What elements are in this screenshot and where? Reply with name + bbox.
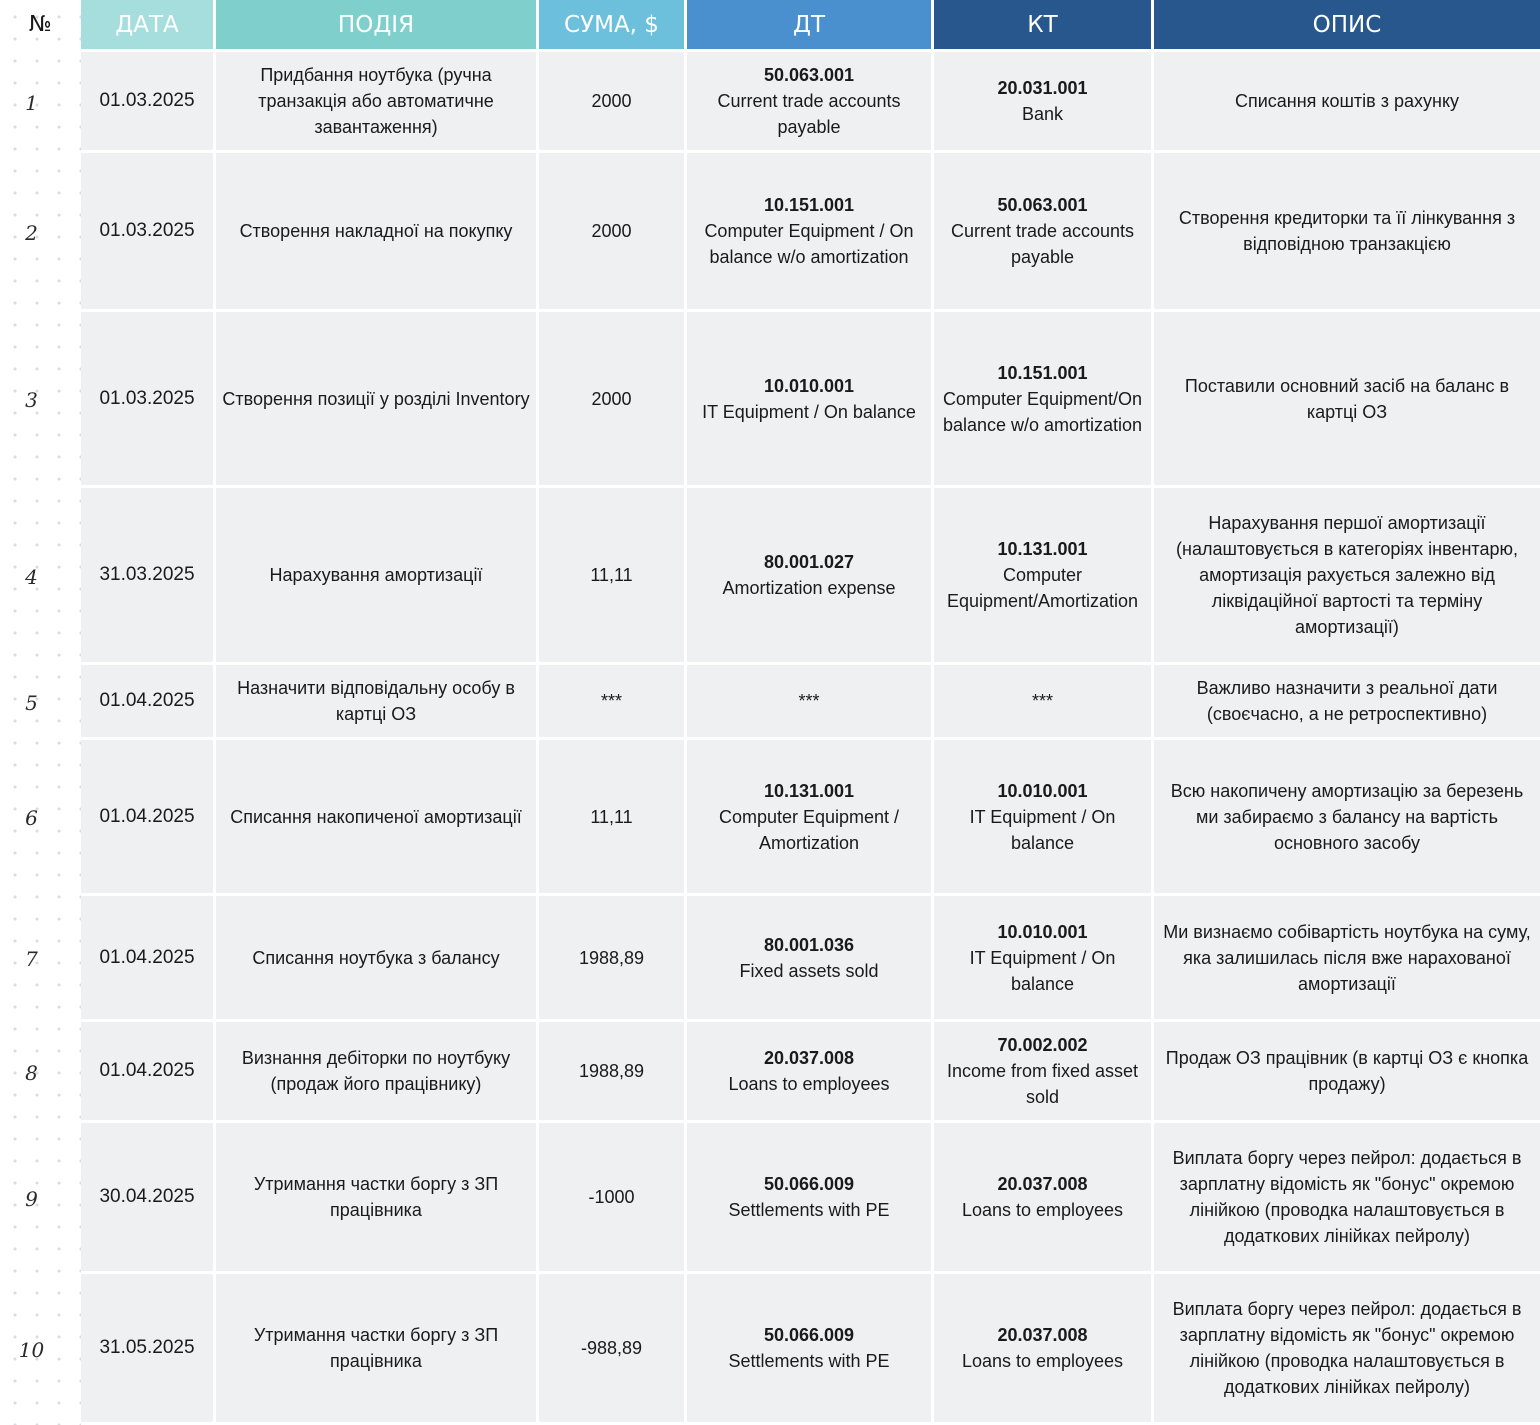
credit-account-code: 10.010.001: [997, 780, 1088, 801]
row-number: 1: [25, 90, 38, 115]
credit-account-name: Income from fixed asset sold: [946, 1061, 1139, 1107]
credit-account-code: 10.131.001: [997, 539, 1088, 559]
event-cell: Списання ноутбука з балансу: [216, 896, 539, 1022]
row-number: 6: [25, 806, 38, 830]
row-number: 10: [18, 1337, 45, 1362]
event-cell: Списання накопиченої амортизації: [216, 740, 539, 896]
header-credit: КТ: [934, 0, 1154, 52]
sum-cell: -1000: [539, 1123, 687, 1274]
header-num: №: [0, 0, 81, 52]
row-number: 7: [25, 947, 38, 971]
row-number: 2: [25, 220, 38, 245]
debit-account-code: 50.063.001: [763, 65, 855, 85]
credit-account-code: 50.063.001: [997, 195, 1088, 215]
table-row: [0, 153, 1540, 312]
debit-cell: [687, 665, 934, 740]
table-row: [0, 740, 1540, 896]
debit-account-code: 20.037.008: [763, 1048, 855, 1068]
table-row: [0, 1022, 1540, 1123]
row-number: 5: [25, 690, 38, 715]
description-cell: Створення кредиторки та її лінкування з відповідною транзакцією: [1154, 153, 1540, 312]
credit-cell: [934, 312, 1154, 488]
credit-cell: [934, 1022, 1154, 1123]
sum-cell: ***: [539, 665, 687, 740]
event-cell: Створення позиції у розділі Inventory: [216, 312, 539, 488]
credit-cell: [934, 665, 1154, 740]
row-number: 8: [25, 1060, 38, 1085]
credit-account-name: Current trade accounts payable: [950, 221, 1135, 267]
credit-account-name: IT Equipment / On balance: [969, 947, 1116, 994]
debit-account-code: 80.001.036: [763, 934, 855, 955]
credit-account-name: Computer Equipment/On balance w/o amortization: [942, 388, 1143, 435]
header-event: ПОДІЯ: [216, 0, 539, 52]
debit-cell: [687, 1123, 934, 1274]
sum-cell: 2000: [539, 312, 687, 488]
description-cell: Виплата боргу через пейрол: додається в зарплатну відомість як "бонус" окремою лінійкою (проводка налаштовується в додаткових лінійках пейролу): [1154, 1274, 1540, 1425]
date-cell: 01.03.2025: [81, 153, 216, 312]
credit-account-name: Loans to employees: [961, 1351, 1124, 1371]
credit-account-name: Loans to employees: [961, 1200, 1124, 1220]
credit-cell: [934, 153, 1154, 312]
credit-cell: [934, 52, 1154, 153]
debit-account-name: Current trade accounts payable: [717, 91, 901, 137]
event-cell: Визнання дебіторки по ноутбуку (продаж його працівнику): [216, 1022, 539, 1123]
row-number: 3: [25, 388, 38, 412]
sum-cell: 11,11: [539, 740, 687, 896]
date-cell: 01.04.2025: [81, 896, 216, 1022]
debit-account-code: 10.131.001: [763, 780, 855, 801]
header-row: [0, 0, 1540, 52]
credit-account-code: 10.151.001: [997, 362, 1088, 383]
event-cell: Створення накладної на покупку: [216, 153, 539, 312]
header-description: ОПИС: [1154, 0, 1540, 52]
table-row: [0, 665, 1540, 740]
description-cell: Всю накопичену амортизацію за березень ми забираємо з балансу на вартість основного засобу: [1154, 740, 1540, 896]
event-cell: Утримання частки боргу з ЗП працівника: [216, 1123, 539, 1274]
debit-cell: [687, 1274, 934, 1425]
table-row: [0, 896, 1540, 1022]
table-row: [0, 1123, 1540, 1274]
credit-cell: [934, 488, 1154, 665]
row-number: 9: [25, 1186, 38, 1211]
debit-account-name: ***: [798, 691, 820, 711]
debit-account-code: 50.066.009: [763, 1174, 855, 1194]
debit-cell: [687, 740, 934, 896]
debit-account-code: 80.001.027: [763, 552, 855, 572]
debit-cell: [687, 52, 934, 153]
debit-account-name: Settlements with PE: [728, 1200, 890, 1220]
header-date: ДАТА: [81, 0, 216, 52]
header-debit: ДТ: [687, 0, 934, 52]
debit-cell: [687, 488, 934, 665]
debit-account-name: Settlements with PE: [728, 1351, 890, 1371]
sum-cell: 11,11: [539, 488, 687, 665]
debit-account-code: 10.151.001: [763, 195, 855, 215]
debit-account-name: Computer Equipment / On balance w/o amortization: [704, 221, 914, 267]
debit-account-code: 10.010.001: [763, 375, 855, 396]
credit-account-code: 20.037.008: [997, 1325, 1088, 1345]
credit-account-code: 10.010.001: [997, 921, 1088, 942]
event-cell: Утримання частки боргу з ЗП працівника: [216, 1274, 539, 1425]
description-cell: Списання коштів з рахунку: [1154, 52, 1540, 153]
description-cell: Важливо назначити з реальної дати (своєчасно, а не ретроспективно): [1154, 665, 1540, 740]
credit-cell: [934, 740, 1154, 896]
debit-account-name: IT Equipment / On balance: [702, 401, 916, 422]
event-cell: Придбання ноутбука (ручна транзакція або автоматичне завантаження): [216, 52, 539, 153]
debit-account-name: Amortization expense: [722, 578, 896, 598]
event-cell: Назначити відповідальну особу в картці ОЗ: [216, 665, 539, 740]
description-cell: Поставили основний засіб на баланс в картці ОЗ: [1154, 312, 1540, 488]
date-cell: 01.03.2025: [81, 312, 216, 488]
description-cell: Ми визнаємо собівартість ноутбука на суму, яка залишилась після вже нарахованої амортизації: [1154, 896, 1540, 1022]
credit-account-code: 70.002.002: [997, 1035, 1088, 1055]
date-cell: 31.03.2025: [81, 488, 216, 665]
debit-account-name: Computer Equipment / Amortization: [718, 806, 900, 853]
table-row: [0, 488, 1540, 665]
date-cell: 01.04.2025: [81, 665, 216, 740]
debit-cell: [687, 153, 934, 312]
sum-cell: 1988,89: [539, 1022, 687, 1123]
table-row: [0, 312, 1540, 488]
credit-account-name: IT Equipment / On balance: [969, 806, 1116, 853]
description-cell: Нарахування першої амортизації (налаштовується в категоріях інвентарю, амортизація рахується залежно від ліквідаційної вартості та терміну амортизації): [1154, 488, 1540, 665]
credit-account-code: 20.031.001: [997, 78, 1088, 98]
credit-account-name: Computer Equipment/Amortization: [946, 565, 1139, 611]
debit-account-name: Fixed assets sold: [739, 960, 879, 981]
sum-cell: 1988,89: [539, 896, 687, 1022]
date-cell: 01.04.2025: [81, 740, 216, 896]
debit-cell: [687, 896, 934, 1022]
date-cell: 01.04.2025: [81, 1022, 216, 1123]
debit-account-code: 50.066.009: [763, 1325, 855, 1345]
table-row: [0, 52, 1540, 153]
header-sum: СУМА, $: [539, 0, 687, 52]
date-cell: 31.05.2025: [81, 1274, 216, 1425]
row-number: 4: [25, 564, 38, 589]
date-cell: 01.03.2025: [81, 52, 216, 153]
table-row: [0, 1274, 1540, 1425]
credit-cell: [934, 896, 1154, 1022]
sum-cell: 2000: [539, 153, 687, 312]
sum-cell: -988,89: [539, 1274, 687, 1425]
description-cell: Виплата боргу через пейрол: додається в зарплатну відомість як "бонус" окремою лінійкою (проводка налаштовується в додаткових лінійках пейролу): [1154, 1123, 1540, 1274]
credit-account-code: 20.037.008: [997, 1174, 1088, 1194]
sum-cell: 2000: [539, 52, 687, 153]
credit-account-name: Bank: [1021, 104, 1064, 124]
debit-cell: [687, 312, 934, 488]
debit-cell: [687, 1022, 934, 1123]
description-cell: Продаж ОЗ працівник (в картці ОЗ є кнопка продажу): [1154, 1022, 1540, 1123]
event-cell: Нарахування амортизації: [216, 488, 539, 665]
debit-account-name: Loans to employees: [728, 1074, 890, 1094]
credit-cell: [934, 1123, 1154, 1274]
date-cell: 30.04.2025: [81, 1123, 216, 1274]
credit-account-name: ***: [1031, 691, 1053, 711]
credit-cell: [934, 1274, 1154, 1425]
